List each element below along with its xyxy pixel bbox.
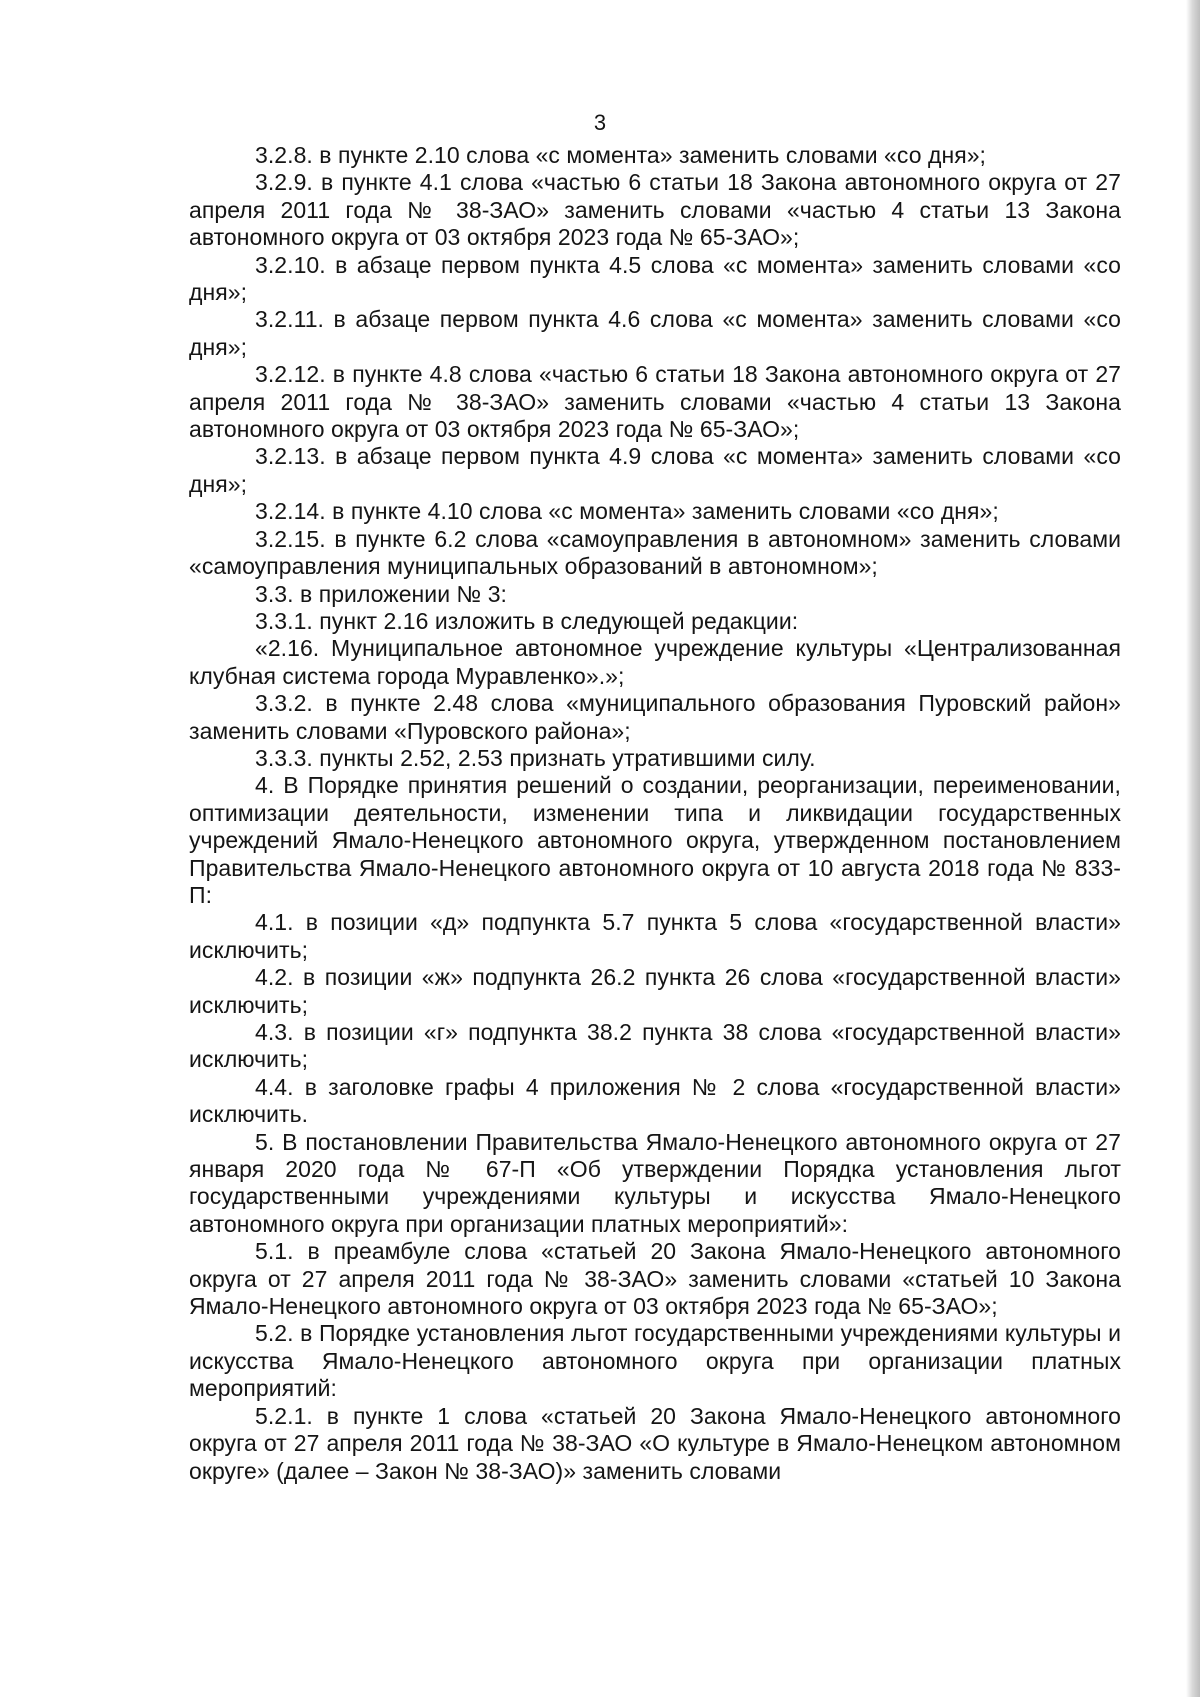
paragraph-3-2-13: 3.2.13. в абзаце первом пункта 4.9 слова «с момента» заменить словами «со дня»; [189, 443, 1121, 497]
paragraph-5: 5. В постановлении Правительства Ямало-Ненецкого автономного округа от 27 января 2020 года № 67-П «Об утверждении Порядка установления льгот государственными учреждениями культуры и искусства Ямало-Ненецкого автономного округа при организации платных мероприятий»: [189, 1128, 1121, 1237]
page-edge-shadow [1186, 0, 1200, 1697]
paragraph-4: 4. В Порядке принятия решений о создании, реорганизации, переименовании, оптимизации деятельности, изменении типа и ликвидации государственных учреждений Ямало-Ненецкого автономного округа, утвержденном постановлением Правительства Ямало-Ненецкого автономного округа от 10 августа 2018 года № 833-П: [189, 772, 1121, 908]
paragraph-5-2-1: 5.2.1. в пункте 1 слова «статьей 20 Закона Ямало-Ненецкого автономного округа от 27 апреля 2011 года № 38-ЗАО «О культуре в Ямало-Ненецком автономном округе» (далее – Закон № 38-ЗАО)» заменить словами [189, 1402, 1121, 1484]
paragraph-3-3-2: 3.3.2. в пункте 2.48 слова «муниципального образования Пуровский район» заменить словами «Пуровского района»; [189, 690, 1121, 744]
paragraph-4-2: 4.2. в позиции «ж» подпункта 26.2 пункта 26 слова «государственной власти» исключить; [189, 964, 1121, 1018]
paragraph-3-2-10: 3.2.10. в абзаце первом пункта 4.5 слова «с момента» заменить словами «со дня»; [189, 251, 1121, 306]
paragraph-3-2-9: 3.2.9. в пункте 4.1 слова «частью 6 статьи 18 Закона автономного округа от 27 апреля 2011 года № 38-ЗАО» заменить словами «частью 4 статьи 13 Закона автономного округа от 03 октября 2023 года № 65-ЗАО»; [189, 169, 1121, 251]
paragraph-3-2-14: 3.2.14. в пункте 4.10 слова «с момента» заменить словами «со дня»; [255, 498, 999, 525]
paragraph-2-16-quote: «2.16. Муниципальное автономное учреждение культуры «Централизованная клубная система города Муравленко».»; [189, 635, 1121, 689]
document-body [189, 142, 1121, 1485]
paragraph-3-2-11: 3.2.11. в абзаце первом пункта 4.6 слова «с момента» заменить словами «со дня»; [189, 306, 1121, 360]
paragraph-3-3: 3.3. в приложении № 3: [255, 580, 507, 607]
paragraph-3-3-1: 3.3.1. пункт 2.16 изложить в следующей редакции: [255, 607, 799, 634]
paragraph-4-4: 4.4. в заголовке графы 4 приложения № 2 слова «государственной власти» исключить. [189, 1073, 1121, 1128]
paragraph-4-3: 4.3. в позиции «г» подпункта 38.2 пункта 38 слова «государственной власти» исключить; [189, 1019, 1121, 1073]
paragraph-5-2: 5.2. в Порядке установления льгот государственными учреждениями культуры и искусства Ямало-Ненецкого автономного округа при организации платных мероприятий: [189, 1320, 1121, 1402]
paragraph-3-2-8: 3.2.8. в пункте 2.10 слова «с момента» заменить словами «со дня»; [255, 142, 986, 168]
page-number: 3 [593, 110, 607, 135]
paragraph-3-2-12: 3.2.12. в пункте 4.8 слова «частью 6 статьи 18 Закона автономного округа от 27 апреля 2011 года № 38-ЗАО» заменить словами «частью 4 статьи 13 Закона автономного округа от 03 октября 2023 года № 65-ЗАО»; [189, 361, 1121, 443]
paragraph-4-1: 4.1. в позиции «д» подпункта 5.7 пункта 5 слова «государственной власти» исключить; [189, 909, 1121, 963]
paragraph-3-3-3: 3.3.3. пункты 2.52, 2.53 признать утратившими силу. [255, 744, 816, 771]
paragraph-3-2-15: 3.2.15. в пункте 6.2 слова «самоуправления в автономном» заменить словами «самоуправления муниципальных образований в автономном»; [189, 525, 1121, 580]
paragraph-5-1: 5.1. в преамбуле слова «статьей 20 Закона Ямало-Ненецкого автономного округа от 27 апреля 2011 года № 38-ЗАО» заменить словами «статьей 10 Закона Ямало-Ненецкого автономного округа от 03 октября 2023 года № 65-ЗАО»; [189, 1238, 1121, 1320]
